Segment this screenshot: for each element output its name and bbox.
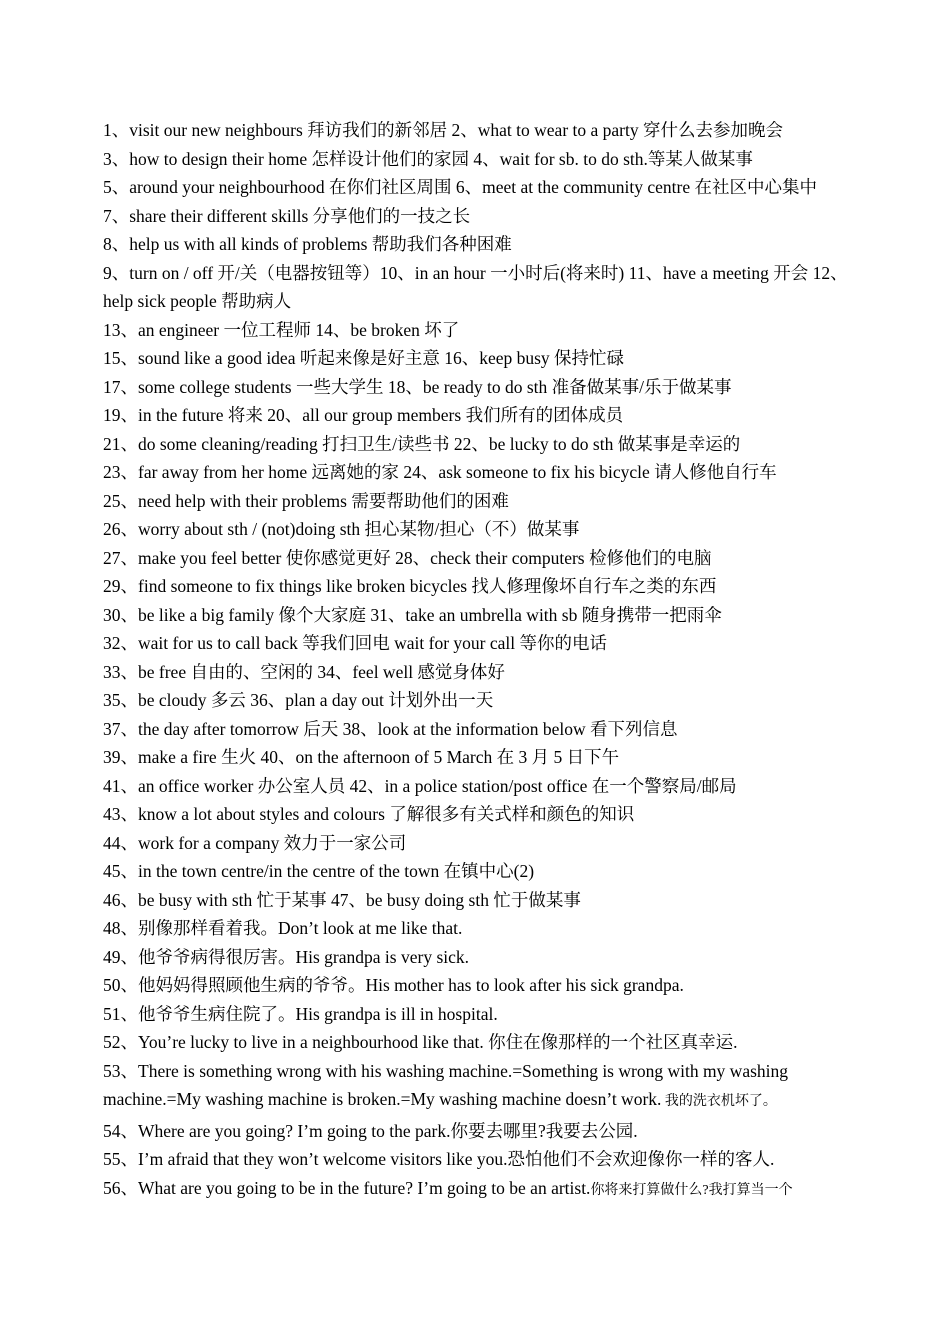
text-line xyxy=(103,658,850,687)
text-line xyxy=(103,1000,850,1029)
text-line xyxy=(103,1145,850,1174)
text-line xyxy=(103,344,850,373)
line-text: 25、need help with their problems 需要帮助他们的困难 xyxy=(103,490,509,511)
line-text: 15、sound like a good idea 听起来像是好主意 16、keep busy 保持忙碌 xyxy=(103,348,625,368)
line-text: 39、make a fire 生火 40、on the afternoon of 5 March 在 3 月 5 日下午 xyxy=(103,747,620,767)
text-line xyxy=(103,373,850,402)
text-line xyxy=(103,430,850,459)
text-line xyxy=(103,202,850,231)
line-text: 17、some college students 一些大学生 18、be ready to do sth 准备做某事/乐于做某事 xyxy=(103,376,732,397)
text-line xyxy=(103,544,850,573)
line-text: 44、work for a company 效力于一家公司 xyxy=(103,832,407,853)
line-text: 50、他妈妈得照顾他生病的爷爷。His mother has to look after his sick grandpa. xyxy=(103,975,684,995)
line-text: 56、What are you going to be in the future? I’m going to be an artist. xyxy=(103,1177,591,1198)
line-text: 55、I’m afraid that they won’t welcome visitors like you.恐怕他们不会欢迎像你一样的客人. xyxy=(103,1149,775,1169)
line-text: 13、an engineer 一位工程师 14、be broken 坏了 xyxy=(103,319,460,340)
line-text: 52、You’re lucky to live in a neighbourhood like that. 你住在像那样的一个社区真幸运. xyxy=(103,1032,738,1052)
line-text: 35、be cloudy 多云 36、plan a day out 计划外出一天 xyxy=(103,690,494,710)
phrase-list xyxy=(103,116,850,1205)
text-line xyxy=(103,772,850,801)
line-text: 27、make you feel better 使你感觉更好 28、check their computers 检修他们的电脑 xyxy=(103,547,712,568)
text-line xyxy=(103,259,850,316)
text-line xyxy=(103,401,850,430)
text-line xyxy=(103,886,850,915)
line-text: 23、far away from her home 远离她的家 24、ask someone to fix his bicycle 请人修他自行车 xyxy=(103,462,777,482)
text-line xyxy=(103,1028,850,1057)
text-line xyxy=(103,1174,850,1206)
line-text: 37、the day after tomorrow 后天 38、look at the information below 看下列信息 xyxy=(103,718,678,739)
text-line xyxy=(103,572,850,601)
line-text: 30、be like a big family 像个大家庭 31、take an umbrella with sb 随身携带一把雨伞 xyxy=(103,604,722,625)
line-text: 21、do some cleaning/reading 打扫卫生/读些书 22、be lucky to do sth 做某事是幸运的 xyxy=(103,433,741,454)
text-line xyxy=(103,601,850,630)
line-text: 46、be busy with sth 忙于某事 47、be busy doing sth 忙于做某事 xyxy=(103,889,581,910)
line-text: 8、help us with all kinds of problems 帮助我们各种困难 xyxy=(103,234,512,254)
text-line xyxy=(103,800,850,829)
text-line xyxy=(103,943,850,972)
line-text: 9、turn on / off 开/关（电器按钮等）10、in an hour 一小时后(将来时) 11、have a meeting 开会 12、help sick people 帮助病人 xyxy=(103,262,848,311)
line-text: 5、around your neighbourhood 在你们社区周围 6、meet at the community centre 在社区中心集中 xyxy=(103,177,817,197)
line-tail-text: 你将来打算做什么?我打算当一个 xyxy=(590,1182,793,1198)
text-line xyxy=(103,116,850,145)
line-text: 26、worry about sth / (not)doing sth 担心某物/担心（不）做某事 xyxy=(103,519,580,539)
text-line xyxy=(103,686,850,715)
line-text: 45、in the town centre/in the centre of the town 在镇中心(2) xyxy=(103,861,535,881)
text-line xyxy=(103,715,850,744)
text-line xyxy=(103,458,850,487)
text-line xyxy=(103,316,850,345)
text-line xyxy=(103,487,850,516)
line-text: 53、There is something wrong with his washing machine.=Something is wrong with my washing machine.=My washing machine is broken.=My washing machine doesn’t work. xyxy=(103,1060,789,1109)
text-line xyxy=(103,1057,850,1117)
text-line xyxy=(103,515,850,544)
text-line xyxy=(103,629,850,658)
line-text: 51、他爷爷生病住院了。His grandpa is ill in hospital. xyxy=(103,1003,498,1024)
line-text: 43、know a lot about styles and colours 了解很多有关式样和颜色的知识 xyxy=(103,804,635,824)
line-text: 7、share their different skills 分享他们的一技之长 xyxy=(103,205,471,226)
line-text: 1、visit our new neighbours 拜访我们的新邻居 2、what to wear to a party 穿什么去参加晚会 xyxy=(103,120,783,140)
text-line xyxy=(103,145,850,174)
text-line xyxy=(103,829,850,858)
text-line xyxy=(103,1117,850,1146)
line-text: 3、how to design their home 怎样设计他们的家园 4、wait for sb. to do sth.等某人做某事 xyxy=(103,148,753,169)
line-text: 29、find someone to fix things like broken bicycles 找人修理像坏自行车之类的东西 xyxy=(103,576,717,596)
line-text: 54、Where are you going? I’m going to the park.你要去哪里?我要去公园. xyxy=(103,1120,638,1141)
text-line xyxy=(103,971,850,1000)
line-text: 41、an office worker 办公室人员 42、in a police station/post office 在一个警察局/邮局 xyxy=(103,775,737,796)
line-text: 49、他爷爷病得很厉害。His grandpa is very sick. xyxy=(103,946,470,967)
line-tail-text: 我的洗衣机坏了。 xyxy=(661,1094,777,1109)
line-text: 19、in the future 将来 20、all our group members 我们所有的团体成员 xyxy=(103,405,624,425)
text-line xyxy=(103,914,850,943)
line-text: 32、wait for us to call back 等我们回电 wait for your call 等你的电话 xyxy=(103,633,607,653)
text-line xyxy=(103,173,850,202)
line-text: 33、be free 自由的、空闲的 34、feel well 感觉身体好 xyxy=(103,661,505,682)
line-text: 48、别像那样看着我。Don’t look at me like that. xyxy=(103,918,463,938)
text-line xyxy=(103,743,850,772)
text-line xyxy=(103,230,850,259)
text-line xyxy=(103,857,850,886)
